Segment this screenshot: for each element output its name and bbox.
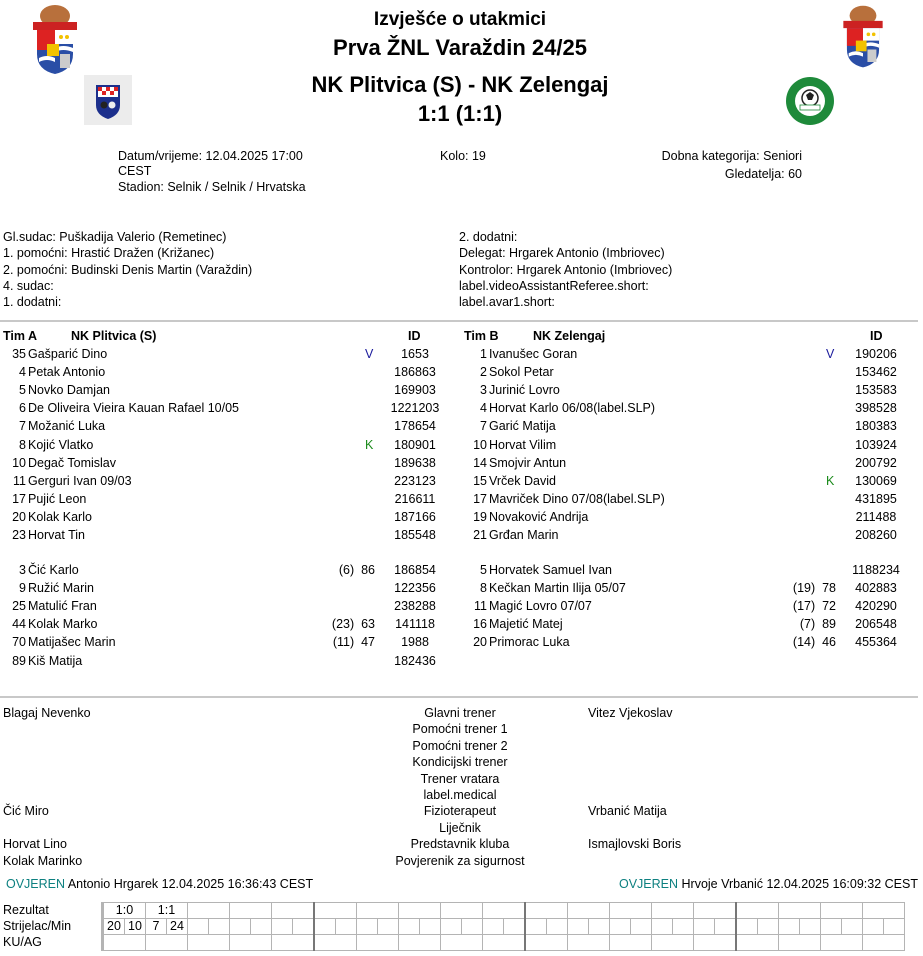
player-name: Matijašec Marin: [28, 635, 116, 650]
age-category: Dobna kategorija: Seniori: [661, 149, 802, 163]
captain-mark: K: [365, 437, 374, 452]
ku-ag-cell: [230, 935, 272, 951]
verified-badge: OVJEREN: [6, 877, 66, 891]
result-cell: [779, 903, 821, 919]
verified-badge: OVJEREN: [618, 877, 679, 891]
scorer-cell: [504, 919, 526, 935]
scorer-cell: [357, 919, 378, 935]
player-id: 186854: [394, 563, 436, 577]
away-verification: [619, 877, 918, 891]
player-number: 20: [473, 635, 487, 650]
scorer-cell: [314, 919, 336, 935]
scorer-cell: [251, 919, 272, 935]
player-name: Degač Tomislav: [28, 455, 117, 470]
player-number: 3: [480, 383, 487, 398]
official-entry: 4. sudac:: [3, 278, 54, 293]
player-name: Majetić Matej: [489, 617, 563, 632]
substitution-info: (7) 89: [799, 617, 836, 632]
player-row: [463, 363, 913, 381]
team-a-name: NK Plitvica (S): [71, 329, 157, 343]
result-cell: [694, 903, 737, 919]
player-name: Horvat Tin: [28, 528, 85, 542]
scorer-cell: [525, 919, 547, 935]
player-id: 190206: [855, 347, 897, 361]
player-number: 2: [480, 365, 487, 380]
nk-plitvica-logo-icon: [84, 75, 132, 125]
player-row: [463, 436, 913, 454]
player-row: [463, 579, 913, 597]
official-entry: 1. pomoćni: Hrastić Dražen (Križanec): [3, 246, 215, 261]
match-stadium: Stadion: Selnik / Selnik / Hrvatska: [118, 180, 306, 194]
player-id: 180901: [394, 437, 436, 452]
ku-ag-cell: [399, 935, 441, 951]
scorer-cell: [610, 919, 631, 935]
player-id: 187166: [394, 509, 436, 524]
player-number: 5: [480, 563, 487, 577]
report-title: Izvješće o utakmici: [373, 9, 547, 30]
home-staff-name: Blagaj Nevenko: [3, 706, 91, 720]
home-verification-text: Antonio Hrgarek 12.04.2025 16:36:43 CEST: [67, 877, 314, 891]
player-row: [463, 417, 913, 435]
player-row: [2, 417, 452, 435]
staff-role: Pomoćni trener 1: [412, 722, 508, 737]
player-row: [463, 508, 913, 526]
player-name: Magić Lovro 07/07: [489, 599, 592, 614]
result-cell: [525, 903, 568, 919]
player-name: Garić Matija: [489, 419, 556, 434]
player-name: Horvat Vilim: [489, 437, 557, 452]
player-number: 10: [473, 437, 487, 452]
scorer-cell: 10: [125, 919, 146, 935]
player-name: Grđan Marin: [489, 528, 559, 542]
result-cell: [272, 903, 315, 919]
player-number: 89: [12, 653, 26, 668]
team-b-id-header: ID: [870, 329, 883, 343]
player-number: 11: [474, 599, 487, 614]
player-number: 17: [473, 491, 487, 506]
ku-ag-cell: [610, 935, 652, 951]
player-number: 20: [12, 509, 26, 524]
league-title: Prva ŽNL Varaždin 24/25: [333, 35, 587, 60]
match-timezone: CEST: [118, 164, 152, 178]
player-name: Smojvir Antun: [489, 455, 567, 470]
result-cell: [441, 903, 483, 919]
player-row: [463, 399, 913, 417]
team-b-name: NK Zelengaj: [533, 329, 606, 343]
team-b-label: Tim B: [464, 329, 499, 343]
player-number: 44: [12, 617, 26, 632]
player-number: 8: [19, 437, 26, 452]
result-cell: [610, 903, 652, 919]
official-entry: Kontrolor: Hrgarek Antonio (Imbriovec): [459, 262, 673, 277]
official-entry: label.videoAssistantReferee.short:: [459, 278, 649, 293]
team-a-id-header: ID: [408, 329, 421, 343]
scorer-cell: [821, 919, 842, 935]
player-name: Kečkan Martin Ilija 05/07: [489, 581, 626, 596]
player-name: Novaković Andrija: [489, 509, 589, 524]
result-cell: [314, 903, 357, 919]
result-cell: 1:1: [146, 903, 188, 919]
player-row: [2, 652, 452, 670]
player-number: 25: [12, 599, 26, 614]
player-number: 10: [12, 455, 26, 470]
player-row: [2, 436, 452, 454]
substitution-info: (19) 78: [792, 581, 836, 596]
ku-ag-cell: [314, 935, 357, 951]
scorer-cell: [673, 919, 694, 935]
official-entry: Gl.sudac: Puškadija Valerio (Remetinec): [3, 230, 227, 244]
player-name: Vrček David: [489, 473, 556, 488]
player-row: [463, 561, 913, 579]
player-row: [463, 454, 913, 472]
ku-ag-cell: [188, 935, 230, 951]
scorer-cell: [378, 919, 399, 935]
scorer-cell: [631, 919, 652, 935]
scorer-cell: [589, 919, 610, 935]
substitution-info: (17) 72: [792, 599, 836, 614]
official-entry: Delegat: Hrgarek Antonio (Imbriovec): [459, 246, 665, 261]
player-row: [463, 345, 913, 363]
player-number: 1: [480, 347, 487, 361]
player-row: [2, 526, 452, 544]
ku-ag-cell: [779, 935, 821, 951]
county-federation-crest-icon: [27, 4, 83, 76]
player-name: Ružić Marin: [28, 581, 94, 596]
player-row: [463, 615, 913, 633]
nk-zelengaj-logo-icon: [785, 76, 835, 126]
home-staff-name: Kolak Marinko: [3, 853, 83, 868]
result-cell: [399, 903, 441, 919]
player-number: 5: [19, 383, 26, 398]
player-name: Ivanušec Goran: [489, 347, 578, 361]
player-number: 16: [473, 617, 487, 632]
attendance: Gledatelja: 60: [724, 167, 802, 181]
ku-ag-cell: [568, 935, 610, 951]
grid-row-ku-ag: [103, 935, 905, 951]
scorer-cell: [420, 919, 441, 935]
result-cell: [652, 903, 694, 919]
player-row: [2, 363, 452, 381]
home-staff-name: Čić Miro: [3, 804, 49, 819]
player-row: [2, 381, 452, 399]
player-name: Horvatek Samuel Ivan: [489, 563, 612, 577]
ku-ag-cell: [694, 935, 737, 951]
result-cell: [736, 903, 779, 919]
official-entry: 2. pomoćni: Budinski Denis Martin (Varaždin): [3, 262, 253, 277]
scorer-cell: [441, 919, 462, 935]
player-id: 223123: [394, 473, 436, 488]
player-number: 70: [12, 635, 26, 650]
scorer-cell: [336, 919, 357, 935]
staff-role: Pomoćni trener 2: [412, 738, 508, 753]
player-id: 189638: [394, 455, 436, 470]
player-name: Kolak Marko: [28, 617, 98, 632]
player-name: Čić Karlo: [28, 563, 79, 577]
player-id: 238288: [394, 599, 436, 614]
player-row: [2, 579, 452, 597]
player-id: 200792: [855, 455, 897, 470]
player-row: [2, 561, 452, 579]
player-id: 141118: [395, 617, 435, 632]
substitution-info: (14) 46: [792, 635, 836, 650]
player-number: 14: [473, 455, 487, 470]
player-name: Kojić Vlatko: [28, 437, 94, 452]
player-row: [463, 381, 913, 399]
result-cell: [230, 903, 272, 919]
final-score: 1:1 (1:1): [417, 101, 503, 126]
goalkeeper-mark: V: [826, 347, 835, 361]
match-datetime: Datum/vrijeme: 12.04.2025 17:00: [118, 149, 303, 163]
player-id: 130069: [855, 473, 897, 488]
player-number: 35: [12, 347, 26, 361]
divider: [0, 696, 918, 698]
scorer-cell: [779, 919, 800, 935]
player-id: 455364: [855, 635, 897, 650]
official-entry: 1. dodatni:: [3, 295, 62, 310]
ku-ag-cell: [483, 935, 526, 951]
player-name: Novko Damjan: [28, 383, 110, 398]
result-cell: [568, 903, 610, 919]
substitution-info: (6) 86: [338, 563, 375, 577]
player-row: [463, 633, 913, 651]
player-id: 1221203: [390, 401, 440, 416]
player-number: 6: [19, 401, 26, 416]
player-id: 431895: [855, 491, 897, 506]
team-a-label: Tim A: [3, 329, 38, 343]
player-name: Petak Antonio: [28, 365, 106, 380]
player-id: 169903: [394, 383, 436, 398]
scorer-cell: 7: [146, 919, 167, 935]
grid-label-ku-ag: KU/AG: [3, 935, 42, 949]
player-id: 398528: [855, 401, 897, 416]
player-id: 1653: [401, 347, 429, 361]
ku-ag-cell: [863, 935, 905, 951]
player-row: [463, 526, 913, 544]
scorer-cell: [884, 919, 905, 935]
player-row: [2, 597, 452, 615]
ku-ag-cell: [146, 935, 188, 951]
player-name: Gerguri Ivan 09/03: [28, 473, 132, 488]
ku-ag-cell: [272, 935, 315, 951]
scorer-cell: [462, 919, 483, 935]
scorer-cell: [800, 919, 821, 935]
player-number: 23: [12, 528, 26, 542]
match-title: NK Plitvica (S) - NK Zelengaj: [311, 72, 609, 97]
scorer-cell: [230, 919, 251, 935]
scorer-cell: [399, 919, 420, 935]
official-entry: label.avar1.short:: [459, 295, 555, 310]
player-number: 8: [480, 581, 487, 596]
player-id: 178654: [394, 419, 436, 434]
match-round: Kolo: 19: [440, 149, 486, 163]
player-id: 103924: [855, 437, 897, 452]
staff-role: label.medical: [423, 788, 497, 802]
staff-role: Povjerenik za sigurnost: [395, 853, 525, 868]
substitution-info: (11) 47: [332, 635, 375, 650]
player-number: 21: [473, 528, 487, 542]
grid-row-scorer: [103, 919, 905, 935]
staff-role: Glavni trener: [424, 706, 496, 720]
county-federation-crest-icon: [838, 4, 888, 70]
player-number: 11: [13, 473, 26, 488]
player-id: 208260: [855, 528, 897, 542]
player-id: 420290: [855, 599, 897, 614]
player-number: 3: [19, 563, 26, 577]
player-row: [2, 345, 452, 363]
scorer-cell: [736, 919, 758, 935]
away-staff-name: Vitez Vjekoslav: [588, 706, 673, 720]
staff-role: Predstavnik kluba: [410, 837, 510, 852]
scorer-cell: [715, 919, 737, 935]
official-entry: 2. dodatni:: [459, 230, 518, 244]
staff-role: Trener vratara: [420, 771, 500, 786]
result-cell: [188, 903, 230, 919]
staff-role: Kondicijski trener: [412, 755, 508, 770]
scorer-cell: [209, 919, 230, 935]
scorer-cell: [758, 919, 779, 935]
away-staff-name: Ismajlovski Boris: [588, 837, 682, 852]
away-staff-name: Vrbanić Matija: [588, 804, 667, 819]
player-id: 153583: [855, 383, 897, 398]
player-number: 9: [19, 581, 26, 596]
player-name: Možanić Luka: [28, 419, 106, 434]
player-row: [2, 472, 452, 490]
substitution-info: (23) 63: [331, 617, 375, 632]
player-row: [2, 508, 452, 526]
scorer-cell: [483, 919, 504, 935]
player-name: Kolak Karlo: [28, 509, 92, 524]
player-number: 15: [473, 473, 487, 488]
player-name: De Oliveira Vieira Kauan Rafael 10/05: [28, 401, 240, 416]
result-cell: [483, 903, 526, 919]
player-row: [2, 615, 452, 633]
scorer-cell: 24: [167, 919, 188, 935]
staff-role: Fizioterapeut: [423, 804, 497, 819]
home-staff-name: Horvat Lino: [3, 837, 67, 852]
player-id: 153462: [855, 365, 897, 380]
player-number: 7: [19, 419, 26, 434]
player-name: Matulić Fran: [28, 599, 97, 614]
scorer-cell: [272, 919, 293, 935]
result-cell: [821, 903, 863, 919]
ku-ag-cell: [103, 935, 146, 951]
player-row: [2, 633, 452, 651]
player-id: 186863: [394, 365, 436, 380]
score-grid: [101, 902, 905, 951]
player-number: 4: [480, 401, 487, 416]
home-verification: [6, 877, 313, 891]
player-name: Pujić Leon: [28, 491, 87, 506]
divider: [0, 320, 918, 322]
player-row: [2, 454, 452, 472]
player-name: Primorac Luka: [489, 635, 570, 650]
result-cell: [863, 903, 905, 919]
player-id: 1188234: [852, 563, 900, 577]
player-id: 182436: [394, 653, 436, 668]
player-row: [2, 399, 452, 417]
grid-row-result: [103, 903, 905, 919]
player-row: [463, 597, 913, 615]
ku-ag-cell: [525, 935, 568, 951]
player-number: 7: [480, 419, 487, 434]
player-name: Gašparić Dino: [28, 347, 108, 361]
scorer-cell: [652, 919, 673, 935]
ku-ag-cell: [736, 935, 779, 951]
player-number: 17: [12, 491, 26, 506]
result-cell: [357, 903, 399, 919]
scorer-cell: [188, 919, 209, 935]
player-id: 216611: [394, 491, 436, 506]
player-name: Horvat Karlo 06/08(label.SLP): [489, 401, 656, 416]
ku-ag-cell: [652, 935, 694, 951]
player-row: [2, 490, 452, 508]
player-number: 4: [19, 365, 26, 380]
away-verification-text: Hrvoje Vrbanić 12.04.2025 16:09:32 CEST: [681, 877, 918, 891]
ku-ag-cell: [441, 935, 483, 951]
player-id: 122356: [394, 581, 436, 596]
player-name: Kiš Matija: [28, 653, 83, 668]
captain-mark: K: [826, 473, 835, 488]
staff-role: Liječnik: [439, 820, 481, 835]
player-id: 211488: [855, 509, 897, 524]
scorer-cell: [293, 919, 315, 935]
ku-ag-cell: [821, 935, 863, 951]
player-id: 185548: [394, 528, 436, 542]
player-name: Mavriček Dino 07/08(label.SLP): [489, 491, 665, 506]
player-row: [463, 472, 913, 490]
player-row: [463, 490, 913, 508]
scorer-cell: 20: [103, 919, 125, 935]
grid-label-scorer: Strijelac/Min: [3, 919, 72, 933]
player-id: 402883: [855, 581, 897, 596]
player-id: 180383: [855, 419, 897, 434]
player-id: 1988: [401, 635, 429, 650]
scorer-cell: [547, 919, 568, 935]
player-name: Jurinić Lovro: [489, 383, 560, 398]
player-number: 19: [473, 509, 487, 524]
scorer-cell: [568, 919, 589, 935]
scorer-cell: [842, 919, 863, 935]
scorer-cell: [694, 919, 715, 935]
player-id: 206548: [855, 617, 897, 632]
ku-ag-cell: [357, 935, 399, 951]
goalkeeper-mark: V: [365, 347, 374, 361]
scorer-cell: [863, 919, 884, 935]
result-cell: 1:0: [103, 903, 146, 919]
player-name: Sokol Petar: [489, 365, 554, 380]
grid-label-result: Rezultat: [3, 903, 49, 917]
